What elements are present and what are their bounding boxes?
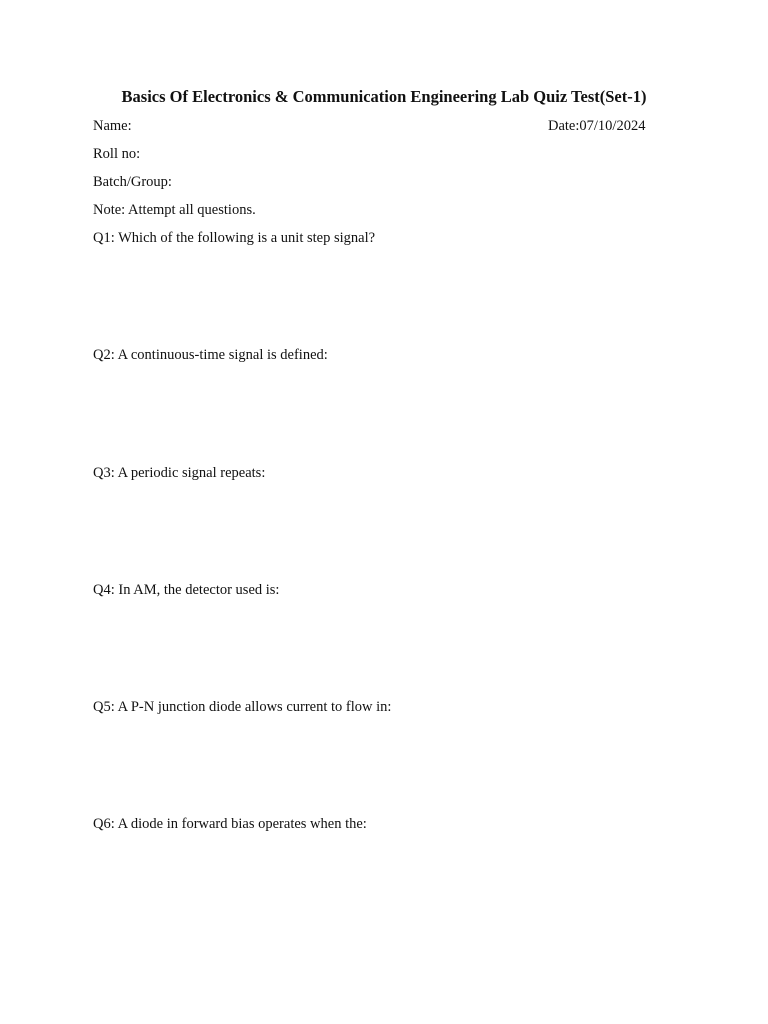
question-2: Q2: A continuous-time signal is defined: [93,347,328,363]
question-6: Q6: A diode in forward bias operates when the: [93,816,367,832]
question-5: Q5: A P-N junction diode allows current to flow in: [93,699,392,715]
date-label: Date:07/10/2024 [548,118,646,134]
question-3: Q3: A periodic signal repeats: [93,465,266,481]
question-1: Q1: Which of the following is a unit step signal? [93,230,376,246]
roll-no-label: Roll no: [93,146,141,162]
batch-group-label: Batch/Group: [93,174,172,190]
name-field-label: Name: [93,118,132,134]
document-title: Basics Of Electronics & Communication Engineering Lab Quiz Test(Set-1) [121,87,647,106]
instructions-note: Note: Attempt all questions. [93,202,256,218]
question-4: Q4: In AM, the detector used is: [93,582,280,598]
